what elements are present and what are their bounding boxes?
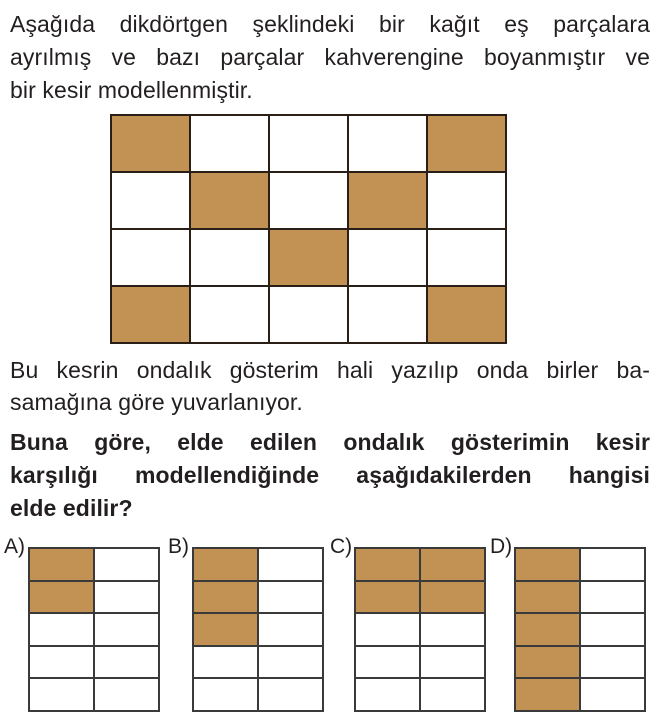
intro-line-3: bir kesir modellenmiştir.	[10, 77, 253, 103]
shaded-cell	[29, 581, 94, 614]
empty-cell	[190, 229, 269, 286]
shaded-cell	[515, 548, 580, 581]
empty-cell	[355, 678, 420, 711]
shaded-cell	[515, 613, 580, 646]
shaded-cell	[193, 613, 258, 646]
shaded-cell	[193, 581, 258, 614]
empty-cell	[94, 548, 159, 581]
shaded-cell	[269, 229, 348, 286]
option-a-label: A)	[4, 535, 25, 558]
shaded-cell	[111, 115, 190, 172]
shaded-cell	[515, 581, 580, 614]
option-d-label: D)	[490, 535, 513, 558]
empty-cell	[269, 115, 348, 172]
empty-cell	[580, 581, 645, 614]
question-intro-paragraph	[10, 8, 650, 107]
empty-cell	[94, 581, 159, 614]
shaded-cell	[427, 115, 506, 172]
empty-cell	[348, 229, 427, 286]
bold-line-1: Buna göre, elde edilen ondalık gösterimin kesir	[10, 429, 650, 455]
question-middle-paragraph	[10, 354, 650, 418]
shaded-cell	[111, 286, 190, 343]
empty-cell	[348, 286, 427, 343]
option-c[interactable]	[330, 536, 486, 712]
empty-cell	[355, 613, 420, 646]
empty-cell	[94, 613, 159, 646]
question-bold-paragraph	[10, 426, 650, 525]
option-a[interactable]	[4, 536, 160, 712]
empty-cell	[355, 646, 420, 679]
middle-line-1: Bu kesrin ondalık gösterim hali yazılıp onda birler ba-	[10, 357, 650, 383]
empty-cell	[580, 613, 645, 646]
empty-cell	[94, 678, 159, 711]
fraction-model-grid	[110, 114, 507, 344]
option-b-label: B)	[168, 535, 189, 558]
shaded-cell	[515, 646, 580, 679]
bold-line-3: elde edilir?	[10, 495, 133, 521]
empty-cell	[269, 172, 348, 229]
empty-cell	[269, 286, 348, 343]
empty-cell	[193, 646, 258, 679]
option-a-grid	[28, 547, 160, 712]
empty-cell	[29, 613, 94, 646]
intro-line-1: Aşağıda dikdörtgen şeklindeki bir kağıt eş parçalara	[10, 11, 650, 37]
middle-line-2: samağına göre yuvarlanıyor.	[10, 389, 303, 415]
empty-cell	[258, 646, 323, 679]
intro-line-2: ayrılmış ve bazı parçalar kahverengine boyanmıştır ve	[10, 44, 650, 70]
empty-cell	[258, 581, 323, 614]
empty-cell	[258, 613, 323, 646]
option-b-grid	[192, 547, 324, 712]
shaded-cell	[420, 581, 485, 614]
shaded-cell	[427, 286, 506, 343]
empty-cell	[420, 613, 485, 646]
shaded-cell	[29, 548, 94, 581]
empty-cell	[348, 115, 427, 172]
empty-cell	[111, 229, 190, 286]
option-d[interactable]	[490, 536, 646, 712]
empty-cell	[427, 172, 506, 229]
empty-cell	[190, 286, 269, 343]
empty-cell	[258, 548, 323, 581]
shaded-cell	[348, 172, 427, 229]
empty-cell	[580, 646, 645, 679]
shaded-cell	[190, 172, 269, 229]
empty-cell	[29, 646, 94, 679]
empty-cell	[580, 678, 645, 711]
empty-cell	[427, 229, 506, 286]
option-c-grid	[354, 547, 486, 712]
shaded-cell	[355, 581, 420, 614]
empty-cell	[94, 646, 159, 679]
shaded-cell	[515, 678, 580, 711]
empty-cell	[420, 646, 485, 679]
empty-cell	[190, 115, 269, 172]
shaded-cell	[193, 548, 258, 581]
answer-options	[0, 536, 660, 721]
shaded-cell	[420, 548, 485, 581]
empty-cell	[258, 678, 323, 711]
option-c-label: C)	[330, 535, 353, 558]
option-b[interactable]	[168, 536, 324, 712]
empty-cell	[193, 678, 258, 711]
empty-cell	[29, 678, 94, 711]
option-d-grid	[514, 547, 646, 712]
bold-line-2: karşılığı modellendiğinde aşağıdakilerden hangisi	[10, 462, 650, 488]
empty-cell	[420, 678, 485, 711]
empty-cell	[580, 548, 645, 581]
empty-cell	[111, 172, 190, 229]
shaded-cell	[355, 548, 420, 581]
